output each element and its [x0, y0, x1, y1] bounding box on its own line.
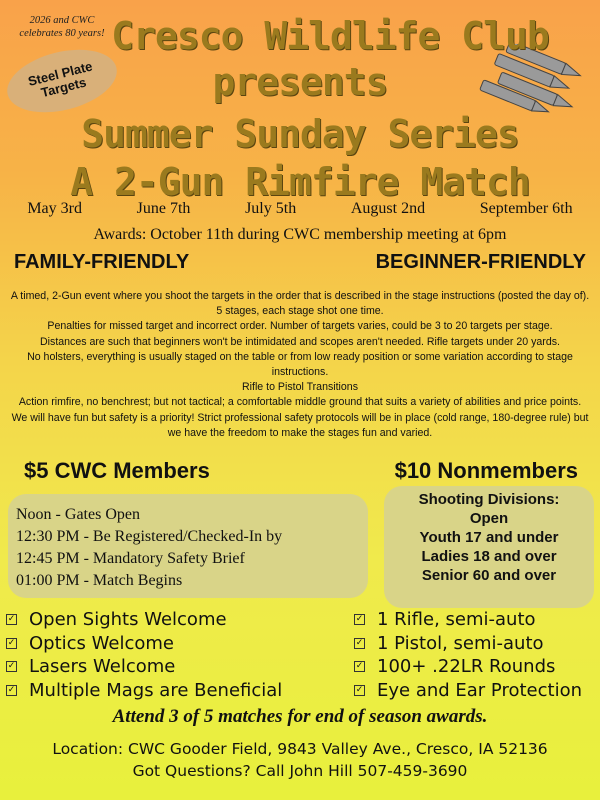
attend-note: Attend 3 of 5 matches for end of season awards.	[112, 706, 488, 727]
checklist-label: Optics Welcome	[29, 632, 174, 654]
schedule-box	[8, 494, 368, 598]
shooting-divisions-box	[384, 486, 594, 608]
checklist-label: Open Sights Welcome	[29, 609, 227, 631]
description-line: We will have fun but safety is a priority! Strict professional safety protocols will be in place (cold range, 180-degree rule) but we have the freedom to make the stages fun and varied.	[11, 411, 589, 439]
date-item: July 5th	[245, 200, 297, 217]
awards-line: Awards: October 11th during CWC membership meeting at 6pm	[93, 226, 507, 243]
checkbox-icon: ✓	[355, 661, 364, 672]
date-item: August 2nd	[350, 200, 426, 217]
match-dates	[0, 200, 600, 218]
title-line-2: presents	[212, 60, 388, 104]
questions-line: Got Questions? Call John Hill 507-459-3690	[132, 762, 468, 780]
equipment-checklist	[354, 608, 582, 702]
checklist-label: Lasers Welcome	[29, 656, 176, 678]
list-item	[354, 632, 582, 656]
description-line: No holsters, everything is usually staged on the table or from low ready position or some variation according to stage instructions.	[27, 350, 573, 379]
description-line: Rifle to Pistol Transitions	[242, 381, 358, 394]
date-item: May 3rd	[27, 200, 82, 217]
member-price: $5 CWC Members	[24, 458, 210, 483]
beginner-friendly-label: BEGINNER-FRIENDLY	[375, 251, 586, 273]
description-line: A timed, 2-Gun event where you shoot the targets in the order that is described in the stage instructions (posted the day of).	[10, 290, 590, 302]
list-item	[354, 679, 582, 703]
checklist-label: Eye and Ear Protection	[377, 679, 582, 701]
division-item: Open	[469, 510, 509, 527]
checkbox-icon: ✓	[7, 637, 16, 648]
description-line: Action rimfire, no benchrest; but not tactical; a comfortable middle ground that suits a variety of abilities and price points.	[18, 396, 582, 409]
division-item: Ladies 18 and over	[421, 548, 557, 565]
celebration-note: 2026 and CWC celebrates 80 years!	[19, 15, 105, 39]
family-friendly-label: FAMILY-FRIENDLY	[14, 251, 190, 273]
division-item: Senior 60 and over	[421, 567, 557, 584]
date-item: September 6th	[479, 200, 573, 217]
list-item	[6, 632, 282, 656]
date-item: June 7th	[136, 200, 191, 217]
checkbox-icon: ✓	[7, 614, 16, 625]
description-line: Distances are such that beginners won't be intimidated and scopes aren't needed. Rifle targets under 20 yards.	[40, 335, 560, 348]
list-item	[354, 608, 582, 632]
title-line-1: Cresco Wildlife Club	[111, 14, 549, 58]
title-line-3: Summer Sunday Series	[81, 112, 519, 156]
schedule-item: 12:45 PM - Mandatory Safety Brief	[16, 550, 245, 567]
checkbox-icon: ✓	[355, 614, 364, 625]
event-description	[0, 289, 600, 441]
description-line: Penalties for missed target and incorrect order. Number of targets varies, could be 3 to 20 targets per stage.	[47, 320, 553, 333]
schedule-item: 01:00 PM - Match Begins	[16, 572, 183, 589]
list-item	[6, 655, 282, 679]
list-item	[6, 679, 282, 703]
checkbox-icon: ✓	[355, 684, 364, 695]
title-line-4: A 2-Gun Rimfire Match	[70, 160, 530, 204]
location-line: Location: CWC Gooder Field, 9843 Valley Ave., Cresco, IA 52136	[52, 740, 548, 758]
list-item	[354, 655, 582, 679]
checkbox-icon: ✓	[7, 661, 16, 672]
division-item: Youth 17 and under	[419, 529, 559, 546]
contact-info	[0, 738, 600, 782]
welcome-checklist	[6, 608, 282, 702]
checklist-label: Multiple Mags are Beneficial	[29, 679, 283, 701]
list-item	[6, 608, 282, 632]
schedule-item: 12:30 PM - Be Registered/Checked-In by	[16, 528, 283, 545]
divisions-heading: Shooting Divisions:	[418, 491, 560, 508]
checklist-label: 100+ .22LR Rounds	[377, 656, 556, 678]
checkbox-icon: ✓	[355, 637, 364, 648]
badge-label: Steel Plate Targets	[26, 58, 94, 101]
description-line: 5 stages, each stage shot one time.	[216, 305, 384, 318]
schedule-item: Noon - Gates Open	[16, 506, 140, 523]
checklist-label: 1 Pistol, semi-auto	[377, 632, 544, 654]
checklist-label: 1 Rifle, semi-auto	[377, 609, 536, 631]
nonmember-price: $10 Nonmembers	[394, 458, 578, 483]
checkbox-icon: ✓	[7, 684, 16, 695]
